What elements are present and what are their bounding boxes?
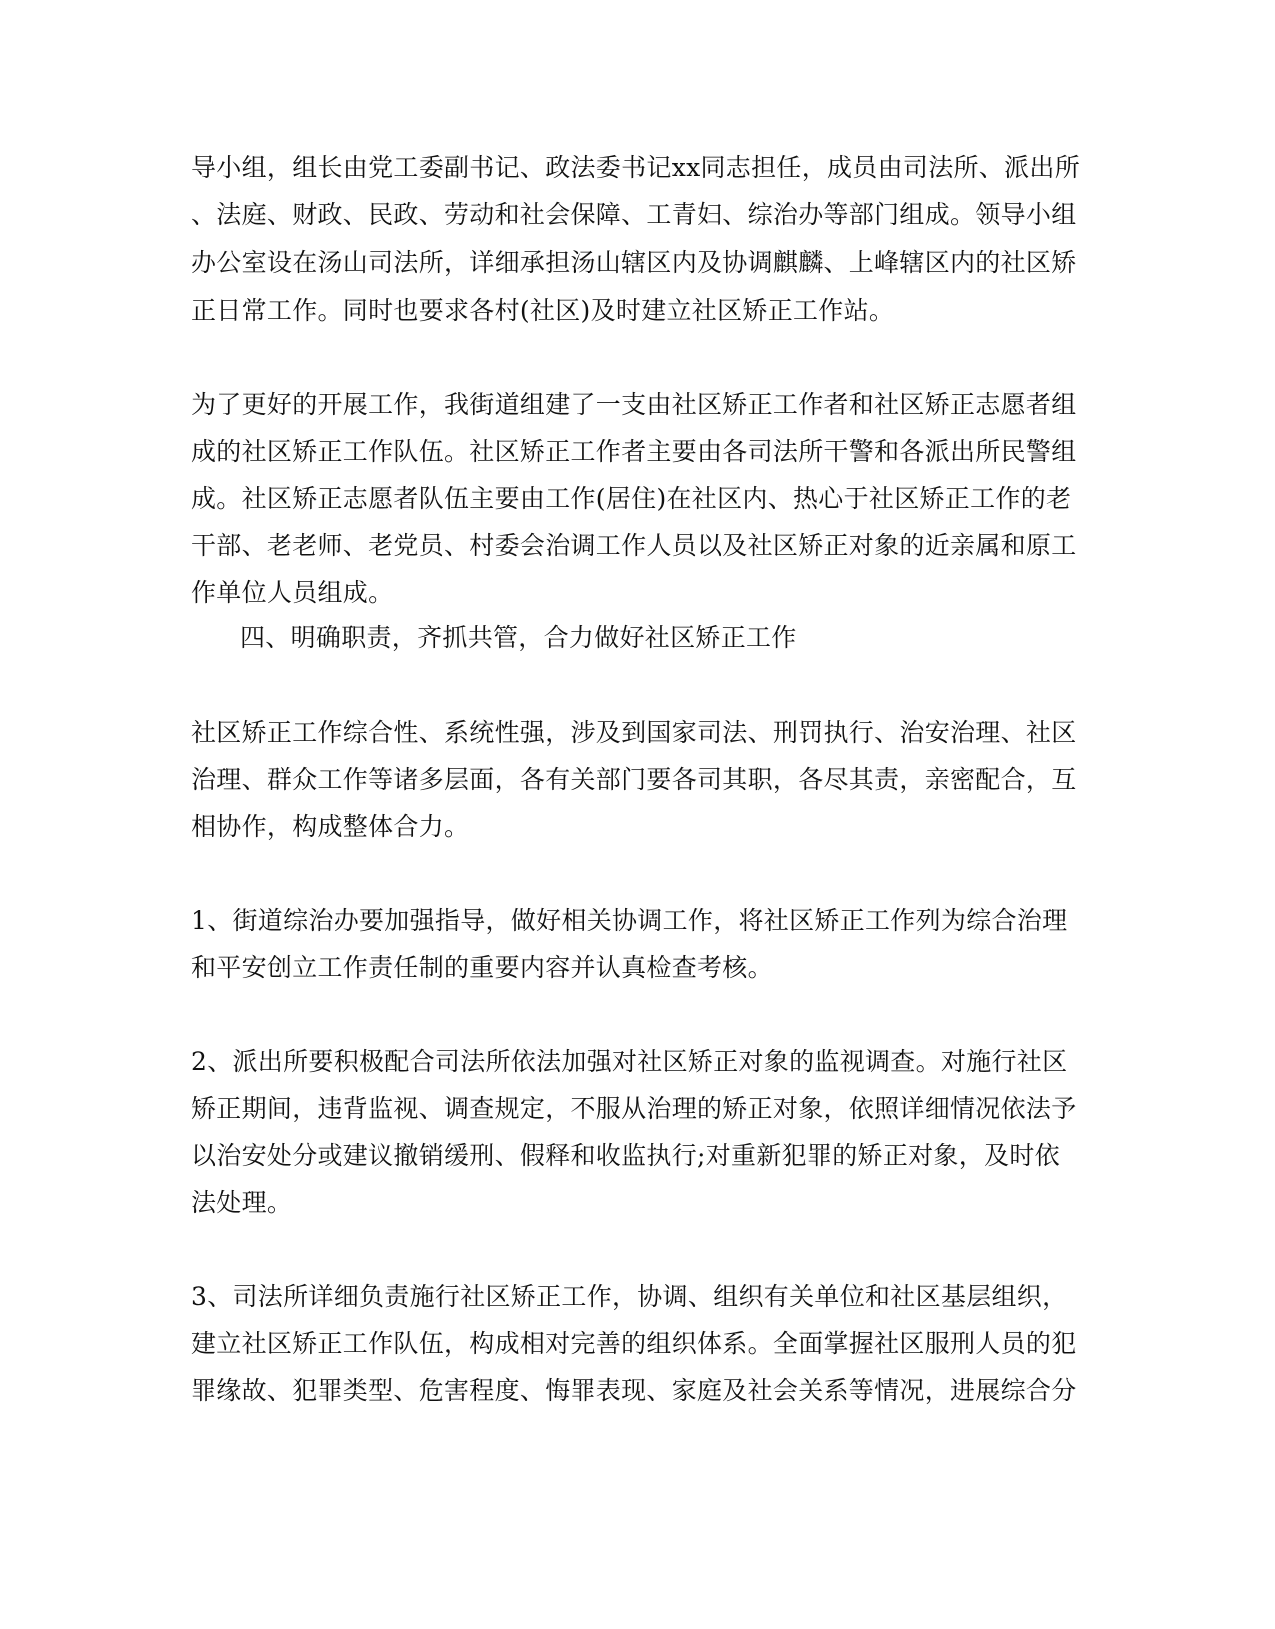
paragraph-2-line-5: 作单位人员组成。 <box>191 578 394 607</box>
paragraph-5-line-3: 以治安处分或建议撤销缓刑、假释和收监执行;对重新犯罪的矫正对象，及时依 <box>191 1141 1060 1170</box>
paragraph-4-line-1: 1、街道综治办要加强指导，做好相关协调工作，将社区矫正工作列为综合治理 <box>191 906 1068 935</box>
paragraph-6-line-3: 罪缘故、犯罪类型、危害程度、悔罪表现、家庭及社会关系等情况，进展综合分 <box>191 1376 1077 1405</box>
section-heading: 四、明确职责，齐抓共管，合力做好社区矫正工作 <box>240 623 797 652</box>
paragraph-3-line-2: 治理、群众工作等诸多层面，各有关部门要各司其职，各尽其责，亲密配合，互 <box>191 765 1077 794</box>
paragraph-2-line-2: 成的社区矫正工作队伍。社区矫正工作者主要由各司法所干警和各派出所民警组 <box>191 437 1077 466</box>
paragraph-3-line-3: 相协作，构成整体合力。 <box>191 812 470 841</box>
paragraph-1-line-1: 导小组，组长由党工委副书记、政法委书记xx同志担任，成员由司法所、派出所 <box>191 153 1081 182</box>
paragraph-4-line-2: 和平安创立工作责任制的重要内容并认真检查考核。 <box>191 953 773 982</box>
paragraph-6-line-1: 3、司法所详细负责施行社区矫正工作，协调、组织有关单位和社区基层组织， <box>191 1282 1068 1311</box>
paragraph-2-line-4: 干部、老老师、老党员、村委会治调工作人员以及社区矫正对象的近亲属和原工 <box>191 531 1077 560</box>
paragraph-1-line-4: 正日常工作。同时也要求各村(社区)及时建立社区矫正工作站。 <box>191 296 895 325</box>
paragraph-2-line-1: 为了更好的开展工作，我街道组建了一支由社区矫正工作者和社区矫正志愿者组 <box>191 390 1077 419</box>
paragraph-1-line-3: 办公室设在汤山司法所，详细承担汤山辖区内及协调麒麟、上峰辖区内的社区矫 <box>191 248 1077 277</box>
paragraph-1-line-2: 、法庭、财政、民政、劳动和社会保障、工青妇、综治办等部门组成。领导小组 <box>191 200 1077 229</box>
paragraph-5-line-2: 矫正期间，违背监视、调查规定，不服从治理的矫正对象，依照详细情况依法予 <box>191 1094 1077 1123</box>
paragraph-3-line-1: 社区矫正工作综合性、系统性强，涉及到国家司法、刑罚执行、治安治理、社区 <box>191 718 1077 747</box>
paragraph-5-line-4: 法处理。 <box>191 1188 293 1217</box>
paragraph-6-line-2: 建立社区矫正工作队伍，构成相对完善的组织体系。全面掌握社区服刑人员的犯 <box>191 1329 1077 1358</box>
paragraph-5-line-1: 2、派出所要积极配合司法所依法加强对社区矫正对象的监视调查。对施行社区 <box>191 1047 1068 1076</box>
paragraph-2-line-3: 成。社区矫正志愿者队伍主要由工作(居住)在社区内、热心于社区矫正工作的老 <box>191 484 1072 513</box>
